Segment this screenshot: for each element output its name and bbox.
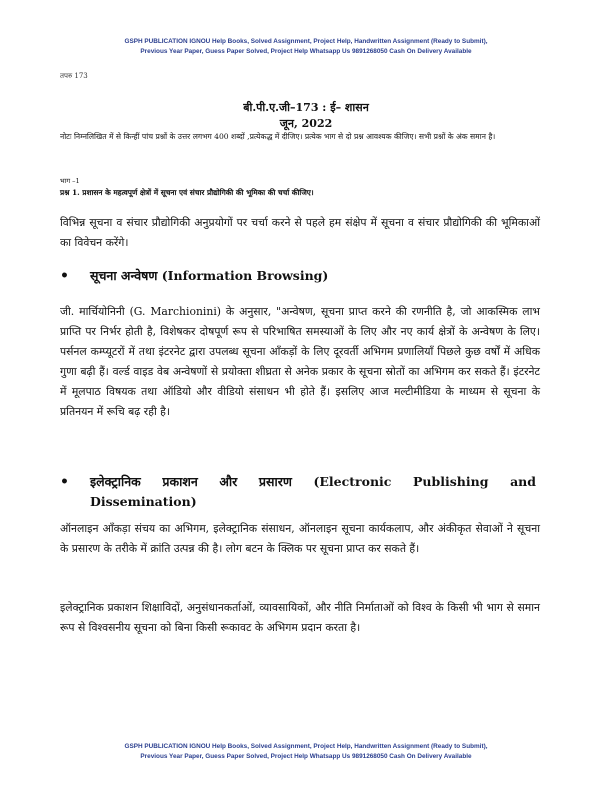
publishing-paragraph-1: ऑनलाइन आँकड़ा संचय का अभिगम, इलेक्ट्रानिक संसाधन, ऑनलाइन सूचना कार्यकलाप, और अंकीकृत सेवाओं ने सूचना के प्रसारण के तरीके में क्रांति उत्पन्न की है। लोग बटन के क्लिक पर सूचना प्राप्त कर सकते हैं। — [60, 522, 540, 555]
publishing-paragraph-2: इलेक्ट्रानिक प्रकाशन शिक्षाविदों, अनुसंधानकर्ताओं, व्यावसायिकों, और नीति निर्माताओं को विश्व के किसी भी भाग से समान रूप से विश्वसनीय सूचना को बिना किसी रूकावट के अभिगम प्रदान करता है। — [60, 601, 540, 634]
bullet-icon: • — [60, 474, 69, 490]
page-footer — [40, 742, 572, 762]
instructions-note: नोटः निम्नलिखित में से किन्हीं पांच प्रश्नों के उत्तर लगभग 400 शब्दों ,प्रत्येकद्ध में दीजिए। प्रत्येक भाग से दो प्रश्न आवश्यक कीजिए। सभी प्रश्नों के अंक समान है। — [60, 132, 496, 141]
page-header — [40, 37, 572, 57]
heading-information-browsing — [60, 266, 540, 286]
paper-title: बी.पी.ए.जी–173 : ई– शासन — [243, 101, 369, 114]
section-label: भाग –1 — [60, 177, 80, 185]
header-line-1: GSPH PUBLICATION IGNOU Help Books, Solved Assignment, Project Help, Handwritten Assignment (Ready to Submit), — [124, 38, 488, 45]
browsing-paragraph: जी. मार्चियोनिनी (G. Marchionini) के अनुसार, "अन्वेषण, सूचना प्राप्त करने की रणनीति है, जो आकस्मिक लाभ प्राप्ति पर निर्भर होती है, विशेषकर दोषपूर्ण रूप से परिभाषित समस्याओं के लिए और नए कार्य क्षेत्रों के अन्वेषण के लिए। पर्सनल कम्प्यूटरों में तथा इंटरनेट द्वारा उपलब्ध सूचना आँकड़ों के लिए दूरवर्ती अभिगम प्रणालियाँ पिछले कुछ वर्षों में अधिक गुणा बढ़ी हैं। वर्ल्ड वाइड वेब अन्वेषणों से प्रयोक्ता शीघ्रता से अनेक प्रकार के सूचना स्रोतों का अभिगम कर सकते हैं। इंटरनेट में मूलपाठ विषयक तथा ऑडियो और वीडियो संसाधन भी होते हैं। इसलिए आज मल्टीमीडिया के माध्यम से सूचना के प्रतिनयन में रूचि बढ़ रही है। — [60, 305, 540, 418]
bullet-icon: • — [60, 268, 69, 284]
intro-paragraph: विभिन्न सूचना व संचार प्रौद्योगिकी अनुप्रयोगों पर चर्चा करने से पहले हम संक्षेप में सूचना व संचार प्रौद्योगिकी की भूमिकाओं का विवेचन करेंगे। — [60, 216, 540, 249]
question-1: प्रश्न 1. प्रशासन के महत्वपूर्ण क्षेत्रों में सूचना एवं संचार प्रौद्योगिकी की भूमिका की चर्चा कीजिए। — [60, 188, 314, 197]
heading-electronic-publishing — [60, 472, 540, 512]
header-line-2: Previous Year Paper, Guess Paper Solved, Project Help Whatsapp Us 9891268050 Cash On Delivery Available — [140, 48, 472, 55]
paper-code: तपरु 173 — [60, 72, 88, 80]
heading-text: सूचना अन्वेषण (Information Browsing) — [90, 268, 329, 283]
footer-line-1: GSPH PUBLICATION IGNOU Help Books, Solved Assignment, Project Help, Handwritten Assignment (Ready to Submit), — [124, 743, 488, 750]
heading-text: इलेक्ट्रानिक प्रकाशन और प्रसारण (Electronic Publishing and Dissemination) — [90, 474, 536, 509]
footer-line-2: Previous Year Paper, Guess Paper Solved, Project Help Whatsapp Us 9891268050 Cash On Delivery Available — [140, 753, 472, 760]
paper-date: जून, 2022 — [279, 117, 333, 130]
